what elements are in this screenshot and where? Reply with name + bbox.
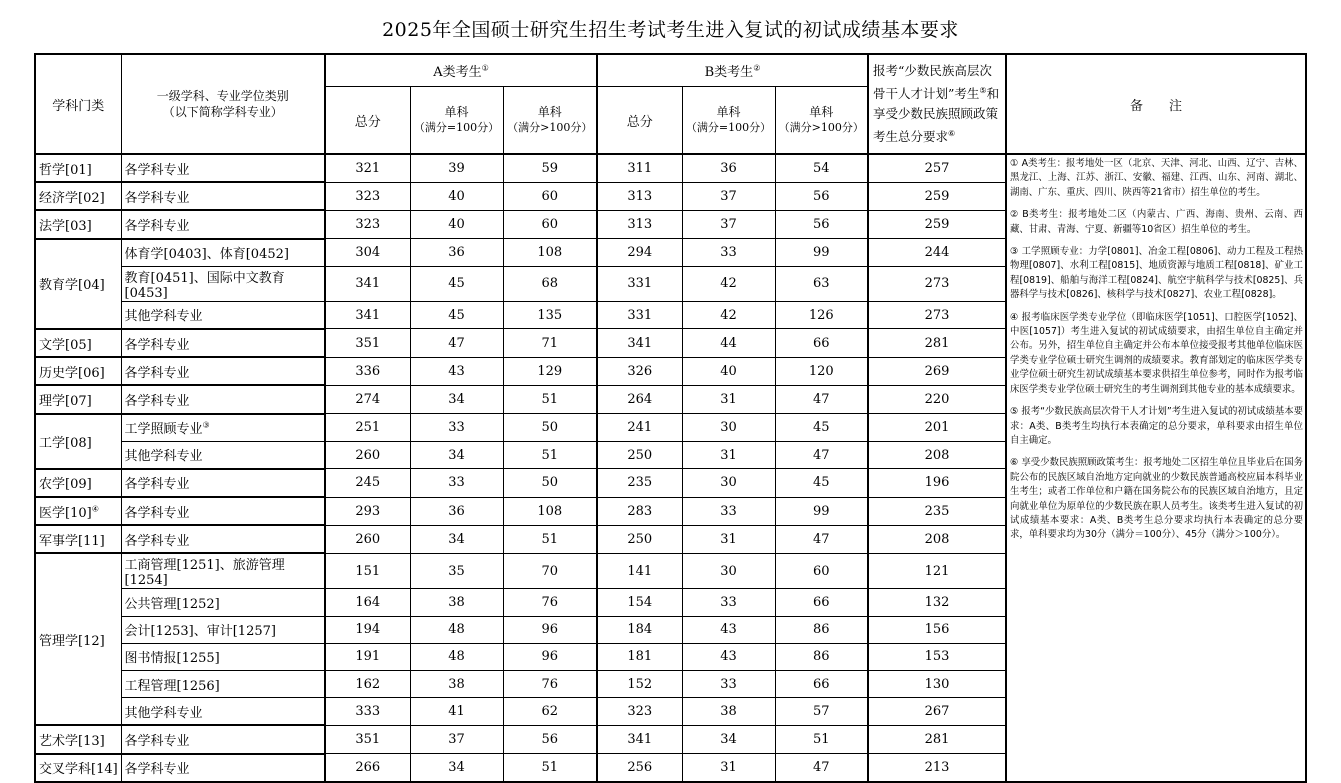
a-single-over100-cell: 59 [503,154,597,182]
a-total-cell: 341 [325,266,410,301]
discipline-cell [121,301,325,329]
discipline-cell [121,210,325,238]
b-total-cell: 264 [597,385,682,413]
discipline-cell [121,698,325,726]
header-a-single-over100 [503,87,597,155]
a-single-over100-cell: 108 [503,497,597,525]
minority-total-cell: 281 [868,725,1006,753]
b-single-100-cell: 31 [682,441,775,469]
discipline-label: 各学科专业 [124,505,190,521]
b-single-100-cell: 42 [682,266,775,301]
b-single-over100-cell: 66 [775,589,868,616]
a-single-100-cell: 41 [410,698,503,726]
category-cell [35,239,121,329]
b-single-over100-cell: 99 [775,239,868,267]
category-mark: ④ [91,504,99,514]
b-single-over100-cell: 56 [775,182,868,210]
b-total-cell: 235 [597,469,682,497]
header-group-a-label: A类考生 [433,65,482,80]
b-single-100-cell: 33 [682,239,775,267]
a-single-100-cell: 47 [410,329,503,357]
discipline-cell [121,441,325,469]
remarks-cell [1006,154,1306,782]
category-cell [35,329,121,357]
a-total-cell: 260 [325,525,410,553]
b-single-over100-cell: 60 [775,553,868,589]
discipline-label: 各学科专业 [124,762,190,778]
b-single-100-cell: 34 [682,725,775,753]
minority-total-cell: 196 [868,469,1006,497]
remark-note: ④ 报考临床医学类专业学位（即临床医学[1051]、口腔医学[1052]、中医[1057]）考生进入复试的初试成绩要求，由招生单位自主确定并公布。另外，招生单位自主确定并公布本单位接受报考其他单位临床医学类专业学位硕士研究生调剂的成绩要求。教育部划定的临床医学类专业学位硕士研究生初试成绩基本要求供招生单位参考，同时作为报考临床医学类专业学位硕士研究生的考生调剂到其他专业的基本成绩要求。 [1010,311,1303,395]
discipline-cell [121,589,325,616]
category-label: 教育学[04] [39,278,105,294]
b-single-100-cell: 31 [682,525,775,553]
minority-total-cell: 153 [868,643,1006,670]
a-single-100-cell: 40 [410,182,503,210]
header-group-a-mark: ① [481,63,489,73]
a-single-100-cell: 36 [410,239,503,267]
minority-total-cell: 156 [868,616,1006,643]
header-fullover100: （满分>100分） [778,121,864,134]
a-single-100-cell: 34 [410,754,503,782]
a-single-over100-cell: 96 [503,643,597,670]
a-single-over100-cell: 129 [503,357,597,385]
b-single-100-cell: 33 [682,497,775,525]
b-single-100-cell: 40 [682,357,775,385]
score-table [34,53,1307,783]
b-single-over100-cell: 63 [775,266,868,301]
header-single-label: 单科 [809,105,834,119]
category-label: 艺术学[13] [39,733,105,749]
a-total-cell: 266 [325,754,410,782]
a-single-over100-cell: 76 [503,671,597,698]
a-single-over100-cell: 70 [503,553,597,589]
b-single-over100-cell: 45 [775,469,868,497]
category-cell [35,414,121,469]
category-label: 哲学[01] [39,162,92,178]
a-single-over100-cell: 50 [503,469,597,497]
b-single-over100-cell: 120 [775,357,868,385]
b-total-cell: 250 [597,525,682,553]
b-total-cell: 256 [597,754,682,782]
header-discipline [121,54,325,154]
b-single-100-cell: 43 [682,643,775,670]
category-cell [35,725,121,753]
header-a-single-100 [410,87,503,155]
minority-total-cell: 273 [868,266,1006,301]
a-single-100-cell: 38 [410,589,503,616]
discipline-cell [121,616,325,643]
b-total-cell: 311 [597,154,682,182]
a-single-100-cell: 48 [410,616,503,643]
header-a-total: 总分 [325,87,410,155]
a-total-cell: 341 [325,301,410,329]
header-b-single-100 [682,87,775,155]
b-total-cell: 294 [597,239,682,267]
b-single-100-cell: 33 [682,589,775,616]
a-total-cell: 151 [325,553,410,589]
a-single-100-cell: 33 [410,414,503,442]
category-cell [35,182,121,210]
a-total-cell: 194 [325,616,410,643]
page-title: 2025年全国硕士研究生招生考试考生进入复试的初试成绩基本要求 [382,19,959,41]
b-single-over100-cell: 47 [775,441,868,469]
discipline-label: 其他学科专业 [124,449,203,465]
header-full100: （满分=100分） [685,121,772,134]
minority-total-cell: 220 [868,385,1006,413]
b-single-over100-cell: 47 [775,525,868,553]
discipline-label: 公共管理[1252] [124,597,220,613]
discipline-cell [121,385,325,413]
b-single-over100-cell: 126 [775,301,868,329]
a-single-100-cell: 40 [410,210,503,238]
a-total-cell: 323 [325,210,410,238]
a-total-cell: 321 [325,154,410,182]
header-single-label: 单科 [537,105,562,119]
discipline-cell [121,239,325,267]
category-cell [35,553,121,725]
category-label: 历史学[06] [39,365,105,381]
a-total-cell: 164 [325,589,410,616]
discipline-label: 会计[1253]、审计[1257] [124,624,276,640]
b-single-over100-cell: 66 [775,671,868,698]
discipline-cell [121,671,325,698]
minority-total-cell: 259 [868,182,1006,210]
category-cell [35,525,121,553]
a-single-100-cell: 39 [410,154,503,182]
category-cell [35,754,121,782]
header-discipline-line2: （以下简称学科专业） [162,105,283,119]
a-single-over100-cell: 60 [503,210,597,238]
discipline-label: 各学科专业 [124,365,190,381]
minority-total-cell: 235 [868,497,1006,525]
b-total-cell: 283 [597,497,682,525]
a-single-100-cell: 33 [410,469,503,497]
header-group-b-label: B类考生 [704,65,754,80]
discipline-label: 图书情报[1255] [124,651,220,667]
b-total-cell: 250 [597,441,682,469]
minority-total-cell: 132 [868,589,1006,616]
b-total-cell: 341 [597,725,682,753]
remark-note: ⑥ 享受少数民族照顾政策考生：报考地处二区招生单位且毕业后在国务院公布的民族区域自治地方定向就业的少数民族普通高校应届本科毕业生考生；或者工作单位和户籍在国务院公布的民族区域自治地方，且定向就业单位为原单位的少数民族在职人员考生。该类考生进入复试的初试成绩基本要求：A类、B类考生总分要求均执行本表确定的总分要求，单科要求均为30分（满分＝100分）、45分（满分＞100分）。 [1010,457,1303,541]
discipline-cell [121,266,325,301]
a-single-over100-cell: 71 [503,329,597,357]
b-total-cell: 184 [597,616,682,643]
discipline-label: 工商管理[1251]、旅游管理[1254] [124,558,285,589]
discipline-label: 各学科专业 [124,733,190,749]
a-single-100-cell: 48 [410,643,503,670]
discipline-label: 其他学科专业 [124,309,203,325]
b-total-cell: 152 [597,671,682,698]
b-single-100-cell: 33 [682,671,775,698]
a-single-over100-cell: 51 [503,441,597,469]
a-single-100-cell: 34 [410,525,503,553]
b-single-over100-cell: 47 [775,385,868,413]
a-total-cell: 304 [325,239,410,267]
minority-total-cell: 213 [868,754,1006,782]
b-total-cell: 181 [597,643,682,670]
discipline-cell [121,643,325,670]
a-single-over100-cell: 76 [503,589,597,616]
a-total-cell: 351 [325,329,410,357]
category-cell [35,385,121,413]
a-single-over100-cell: 51 [503,385,597,413]
a-total-cell: 162 [325,671,410,698]
discipline-cell [121,329,325,357]
header-minority-mark1: ⑤ [979,85,987,95]
category-label: 工学[08] [39,435,92,451]
b-single-over100-cell: 51 [775,725,868,753]
b-single-100-cell: 37 [682,210,775,238]
b-single-100-cell: 30 [682,469,775,497]
header-discipline-line1: 一级学科、专业学位类别 [156,89,289,103]
a-single-100-cell: 38 [410,671,503,698]
a-total-cell: 245 [325,469,410,497]
a-total-cell: 251 [325,414,410,442]
b-single-over100-cell: 45 [775,414,868,442]
category-label: 法学[03] [39,218,92,234]
b-single-100-cell: 44 [682,329,775,357]
a-single-over100-cell: 62 [503,698,597,726]
discipline-cell [121,357,325,385]
discipline-cell [121,182,325,210]
b-total-cell: 323 [597,698,682,726]
b-total-cell: 326 [597,357,682,385]
a-total-cell: 260 [325,441,410,469]
remark-note: ② B类考生：报考地处二区（内蒙古、广西、海南、贵州、云南、西藏、甘肃、青海、宁夏、新疆等10省区）招生单位的考生。 [1010,209,1303,235]
a-single-over100-cell: 135 [503,301,597,329]
discipline-label: 各学科专业 [124,477,190,493]
a-single-100-cell: 37 [410,725,503,753]
header-group-a [325,54,597,87]
discipline-label: 各学科专业 [124,162,190,178]
a-single-over100-cell: 108 [503,239,597,267]
discipline-cell [121,414,325,442]
b-single-100-cell: 38 [682,698,775,726]
category-cell [35,154,121,182]
category-cell [35,357,121,385]
discipline-mark: ③ [202,420,210,430]
a-single-100-cell: 35 [410,553,503,589]
remark-note: ③ 工学照顾专业：力学[0801]、冶金工程[0806]、动力工程及工程热物理[0807]、水利工程[0815]、地质资源与地质工程[0818]、矿业工程[0819]、船舶与海洋工程[0824]、航空宇航科学与技术[0825]、兵器科学与技术[0826]、核科学与技术[0827]、农业工程[0828]。 [1010,246,1303,301]
discipline-label: 各学科专业 [124,533,190,549]
a-total-cell: 274 [325,385,410,413]
table-row [35,154,1306,182]
discipline-label: 教育[0451]、国际中文教育[0453] [124,270,285,301]
a-single-100-cell: 36 [410,497,503,525]
b-single-100-cell: 42 [682,301,775,329]
category-label: 医学[10] [39,505,92,521]
minority-total-cell: 273 [868,301,1006,329]
b-single-100-cell: 30 [682,553,775,589]
b-single-100-cell: 37 [682,182,775,210]
discipline-cell [121,725,325,753]
discipline-label: 其他学科专业 [124,705,203,721]
header-minority-text2: 和享受少数民族照顾政策考生总分要求 [873,86,1000,145]
minority-total-cell: 208 [868,525,1006,553]
minority-total-cell: 244 [868,239,1006,267]
a-single-100-cell: 45 [410,301,503,329]
category-label: 文学[05] [39,337,92,353]
minority-total-cell: 259 [868,210,1006,238]
minority-total-cell: 208 [868,441,1006,469]
a-single-over100-cell: 68 [503,266,597,301]
a-total-cell: 191 [325,643,410,670]
b-total-cell: 331 [597,301,682,329]
header-group-b [597,54,868,87]
discipline-cell [121,497,325,525]
header-fullover100: （满分>100分） [507,121,593,134]
category-label: 农学[09] [39,477,92,493]
a-total-cell: 333 [325,698,410,726]
header-single-label: 单科 [444,105,469,119]
minority-total-cell: 281 [868,329,1006,357]
b-single-over100-cell: 47 [775,754,868,782]
discipline-label: 工程管理[1256] [124,678,220,694]
a-single-100-cell: 45 [410,266,503,301]
b-single-100-cell: 43 [682,616,775,643]
table-body [35,154,1306,782]
header-remarks: 备 注 [1006,54,1306,154]
category-cell [35,210,121,238]
discipline-label: 各学科专业 [124,337,190,353]
minority-total-cell: 267 [868,698,1006,726]
a-single-over100-cell: 50 [503,414,597,442]
category-label: 经济学[02] [39,190,105,206]
a-total-cell: 336 [325,357,410,385]
discipline-label: 各学科专业 [124,190,190,206]
header-single-label: 单科 [716,105,741,119]
a-total-cell: 351 [325,725,410,753]
b-single-over100-cell: 86 [775,643,868,670]
a-single-100-cell: 34 [410,385,503,413]
b-single-100-cell: 31 [682,385,775,413]
discipline-cell [121,553,325,589]
discipline-cell [121,754,325,782]
minority-total-cell: 121 [868,553,1006,589]
discipline-label: 体育学[0403]、体育[0452] [124,247,289,263]
remark-note: ⑤ 报考“少数民族高层次骨干人才计划”考生进入复试的初试成绩基本要求：A类、B类考生均执行本表确定的总分要求，单科要求由招生单位自主确定。 [1010,406,1303,446]
b-total-cell: 331 [597,266,682,301]
b-single-100-cell: 31 [682,754,775,782]
a-single-over100-cell: 51 [503,754,597,782]
b-total-cell: 241 [597,414,682,442]
a-single-100-cell: 43 [410,357,503,385]
header-category: 学科门类 [35,54,121,154]
minority-total-cell: 130 [868,671,1006,698]
a-single-100-cell: 34 [410,441,503,469]
b-single-over100-cell: 57 [775,698,868,726]
category-label: 管理学[12] [39,633,105,649]
discipline-cell [121,525,325,553]
minority-total-cell: 269 [868,357,1006,385]
header-group-b-mark: ② [753,63,761,73]
b-single-100-cell: 36 [682,154,775,182]
header-minority-text1: 报考“少数民族高层次骨干人才计划”考生 [873,62,992,101]
a-single-over100-cell: 51 [503,525,597,553]
a-single-over100-cell: 56 [503,725,597,753]
remark-note: ① A类考生：报考地处一区（北京、天津、河北、山西、辽宁、吉林、黑龙江、上海、江苏、浙江、安徽、福建、江西、山东、河南、湖北、湖南、广东、重庆、四川、陕西等21省市）招生单位的考生。 [1010,158,1303,198]
b-total-cell: 313 [597,182,682,210]
b-total-cell: 154 [597,589,682,616]
header-minority-mark2: ⑥ [948,129,956,138]
discipline-label: 各学科专业 [124,218,190,234]
discipline-label: 工学照顾专业 [124,422,203,438]
minority-total-cell: 257 [868,154,1006,182]
category-label: 军事学[11] [39,533,105,549]
category-label: 交叉学科[14] [39,762,118,778]
discipline-label: 各学科专业 [124,393,190,409]
b-single-over100-cell: 99 [775,497,868,525]
a-single-over100-cell: 96 [503,616,597,643]
discipline-cell [121,154,325,182]
header-minority [868,54,1006,154]
b-total-cell: 141 [597,553,682,589]
header-b-total: 总分 [597,87,682,155]
b-single-over100-cell: 54 [775,154,868,182]
discipline-cell [121,469,325,497]
b-total-cell: 313 [597,210,682,238]
b-single-over100-cell: 66 [775,329,868,357]
minority-total-cell: 201 [868,414,1006,442]
b-single-over100-cell: 86 [775,616,868,643]
b-total-cell: 341 [597,329,682,357]
b-single-100-cell: 30 [682,414,775,442]
a-total-cell: 323 [325,182,410,210]
header-full100: （满分=100分） [413,121,500,134]
b-single-over100-cell: 56 [775,210,868,238]
category-label: 理学[07] [39,393,92,409]
header-b-single-over100 [775,87,868,155]
category-cell [35,497,121,525]
category-cell [35,469,121,497]
a-single-over100-cell: 60 [503,182,597,210]
a-total-cell: 293 [325,497,410,525]
